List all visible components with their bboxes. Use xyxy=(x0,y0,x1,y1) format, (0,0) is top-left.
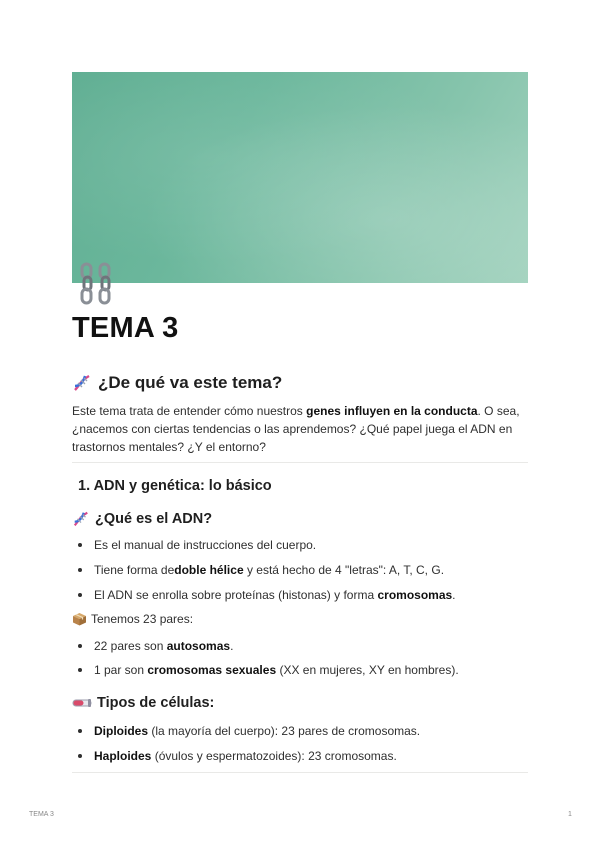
divider xyxy=(72,462,528,463)
cells-heading xyxy=(72,695,214,711)
list-item-text: Es el manual de instrucciones del cuerpo. xyxy=(94,538,317,552)
list-item-bold: autosomas xyxy=(166,639,231,653)
bullet-dot xyxy=(78,568,82,572)
list-item-bold: doble hélice xyxy=(174,563,244,577)
adn-heading xyxy=(72,510,212,528)
dna-icon xyxy=(72,373,92,393)
list-item-bold: cromosomas xyxy=(377,588,453,602)
list-item-text: (óvulos y espermatozoides): 23 cromosomas. xyxy=(151,749,397,763)
bullet-dot xyxy=(78,543,82,547)
list-item-text: Tiene forma de xyxy=(94,563,175,577)
divider xyxy=(72,772,528,773)
page-number: 1 xyxy=(568,811,572,818)
list-item-text: (la mayoría del cuerpo): 23 pares de cromosomas. xyxy=(148,724,421,738)
cells-heading-text: Tipos de células: xyxy=(97,695,215,711)
page-title: TEMA 3 xyxy=(72,312,179,344)
list-item xyxy=(78,538,316,552)
intro-paragraph xyxy=(72,402,528,456)
intro-heading xyxy=(72,373,282,393)
list-item xyxy=(78,749,397,763)
intro-text-start: Este tema trata de entender cómo nuestros xyxy=(72,404,307,418)
list-item-text: . xyxy=(452,588,456,602)
list-item xyxy=(78,588,456,602)
package-icon xyxy=(72,612,87,626)
bullet-dot xyxy=(78,729,82,733)
pairs-line-text: Tenemos 23 pares: xyxy=(91,612,194,626)
bullet-dot xyxy=(78,644,82,648)
list-item-bold: cromosomas sexuales xyxy=(147,663,277,677)
list-item xyxy=(78,663,459,677)
list-item-text: El ADN se enrolla sobre proteínas (histonas) y forma xyxy=(94,588,378,602)
list-item-bold: Haploides xyxy=(94,749,152,763)
cover-image xyxy=(72,72,528,283)
list-item-text: 22 pares son xyxy=(94,639,167,653)
test-tube-icon xyxy=(72,696,92,710)
section-heading: 1. ADN y genética: lo básico xyxy=(78,478,272,494)
bullet-dot xyxy=(78,593,82,597)
list-item-text: 1 par son xyxy=(94,663,148,677)
pairs-line xyxy=(72,612,193,626)
list-item xyxy=(78,563,444,577)
list-item xyxy=(78,639,233,653)
footer-title: TEMA 3 xyxy=(29,811,54,818)
list-item-text: y está hecho de 4 "letras": A, T, C, G. xyxy=(243,563,445,577)
list-item xyxy=(78,724,420,738)
dna-icon xyxy=(72,510,90,528)
list-item-text: . xyxy=(230,639,234,653)
chain-icon xyxy=(76,262,116,306)
bullet-dot xyxy=(78,668,82,672)
bullet-dot xyxy=(78,754,82,758)
list-item-bold: Diploides xyxy=(94,724,149,738)
adn-heading-text: ¿Qué es el ADN? xyxy=(95,511,213,527)
list-item-text: (XX en mujeres, XY en hombres). xyxy=(276,663,459,677)
intro-heading-text: ¿De qué va este tema? xyxy=(98,373,283,392)
intro-text-bold: genes influyen en la conducta xyxy=(306,404,478,418)
intro-text-end: . O sea, ¿nacemos con ciertas tendencias o las aprendemos? ¿Qué papel juega el ADN en trastornos mentales? ¿Y el entorno? xyxy=(72,404,520,454)
